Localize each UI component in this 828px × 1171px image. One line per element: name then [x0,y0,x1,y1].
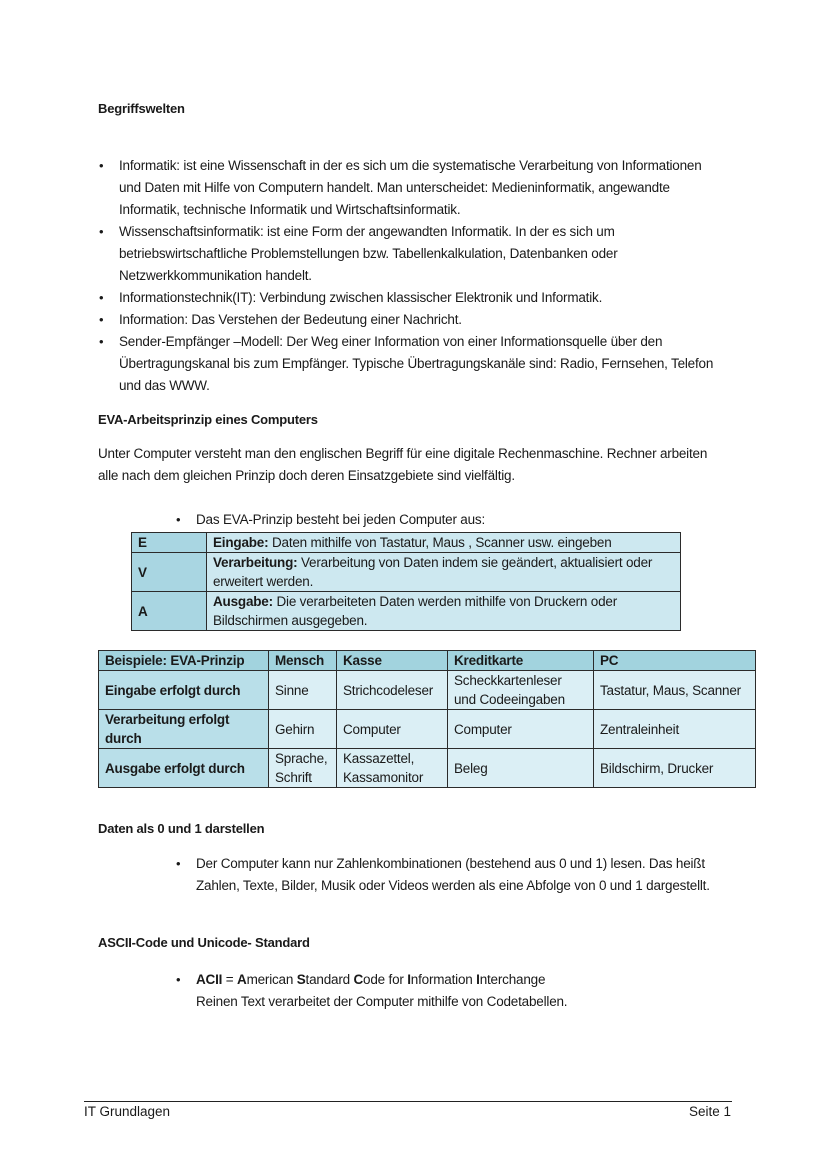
eva-term: Ausgabe: [213,594,273,609]
row-header: Eingabe erfolgt durch [99,671,269,710]
list-item: • Information: Das Verstehen der Bedeutung einer Nachricht. [98,309,718,331]
list-item [175,969,725,1013]
eva-desc [207,553,681,592]
table-header-row [99,651,756,671]
eva-key: E [132,533,207,553]
table-row [99,749,756,788]
initial-letter: A [237,972,247,987]
table-cell: Computer [448,710,594,749]
table-cell: Computer [337,710,448,749]
column-header: PC [594,651,756,671]
eva-bullet-list [175,509,695,531]
eva-key: V [132,553,207,592]
table-cell: Sinne [269,671,337,710]
table-row [132,533,681,553]
word-rest: ode for [363,972,408,987]
row-header: Verarbeitung erfolgt durch [99,710,269,749]
table-row [99,710,756,749]
equals-sign: = [222,972,237,987]
table-row [132,592,681,631]
table-cell: Gehirn [269,710,337,749]
heading-eva: EVA-Arbeitsprinzip eines Computers [98,412,318,427]
beispiele-table [98,650,756,788]
table-cell: Zentraleinheit [594,710,756,749]
begriffswelten-list [98,155,718,397]
list-item: • Sender-Empfänger –Modell: Der Weg einer Information von einer Informationsquelle über den Übertragungskanal bis zum Empfänger. Typische Übertragungskanäle sind: Radio, Fernsehen, Telefon und das WWW. [98,331,718,397]
eva-desc [207,592,681,631]
table-row [132,553,681,592]
table-cell: Scheckkartenleser und Codeeingaben [448,671,594,710]
word-rest: nterchange [479,972,546,987]
row-header: Ausgabe erfolgt durch [99,749,269,788]
table-cell: Sprache, Schrift [269,749,337,788]
table-cell: Kassazettel, Kassamonitor [337,749,448,788]
list-item: • Informatik: ist eine Wissenschaft in der es sich um die systematische Verarbeitung von Informationen und Daten mit Hilfe von Computern handelt. Man unterscheidet: Medieninformatik, angewandte Informatik, technische Informatik und Wirtschaftsinformatik. [98,155,718,221]
heading-daten: Daten als 0 und 1 darstellen [98,821,265,836]
eva-desc [207,533,681,553]
initial-letter: S [296,972,306,987]
initial-letter: C [353,972,364,987]
heading-ascii: ASCII-Code und Unicode- Standard [98,935,310,950]
table-cell: Beleg [448,749,594,788]
table-row [99,671,756,710]
eva-key: A [132,592,207,631]
daten-bullet-list [175,853,725,897]
list-item: • Informationstechnik(IT): Verbindung zwischen klassischer Elektronik und Informatik. [98,287,718,309]
list-item: • Wissenschaftsinformatik: ist eine Form der angewandten Informatik. In der es sich um betriebswirtschaftliche Problemstellungen bzw. Tabellenkalkulation, Datenbanken oder Netzwerkkommunikation handelt. [98,221,718,287]
footer-divider [84,1101,732,1102]
initial-letter: I [407,972,411,987]
footer-title: IT Grundlagen [84,1104,171,1119]
column-header: Kreditkarte [448,651,594,671]
eva-term: Verarbeitung: [213,555,298,570]
table-cell: Bildschirm, Drucker [594,749,756,788]
eva-term: Eingabe: [213,535,269,550]
eva-table [131,532,681,631]
eva-intro: Unter Computer versteht man den englischen Begriff für eine digitale Rechenmaschine. Rechner arbeiten alle nach dem gleichen Prinzip doch deren Einsatzgebiete sind vielfältig. [98,446,708,483]
word-rest: merican [246,972,297,987]
initial-letter: I [476,972,480,987]
heading-begriffswelten: Begriffswelten [98,101,185,116]
list-item: • Das EVA-Prinzip besteht bei jeden Computer aus: [175,509,695,531]
ascii-acronym: ACII [196,972,223,987]
page-number: Seite 1 [688,1104,731,1119]
column-header: Mensch [269,651,337,671]
eva-text: Daten mithilfe von Tastatur, Maus , Scanner usw. eingeben [268,535,612,550]
table-cell: Tastatur, Maus, Scanner [594,671,756,710]
word-rest: nformation [410,972,477,987]
list-item: • Der Computer kann nur Zahlenkombinationen (bestehend aus 0 und 1) lesen. Das heißt Zahlen, Texte, Bilder, Musik oder Videos werden als eine Abfolge von 0 und 1 dargestellt. [175,853,725,897]
eva-text: Die verarbeiteten Daten werden mithilfe von Druckern oder Bildschirmen ausgegeben. [213,594,617,628]
column-header: Beispiele: EVA-Prinzip [99,651,269,671]
word-rest: tandard [305,972,354,987]
column-header: Kasse [337,651,448,671]
eva-text: Verarbeitung von Daten indem sie geändert, aktualisiert oder erweitert werden. [213,555,653,589]
ascii-description: Reinen Text verarbeitet der Computer mithilfe von Codetabellen. [196,994,568,1009]
ascii-bullet-list [175,969,725,1013]
table-cell: Strichcodeleser [337,671,448,710]
